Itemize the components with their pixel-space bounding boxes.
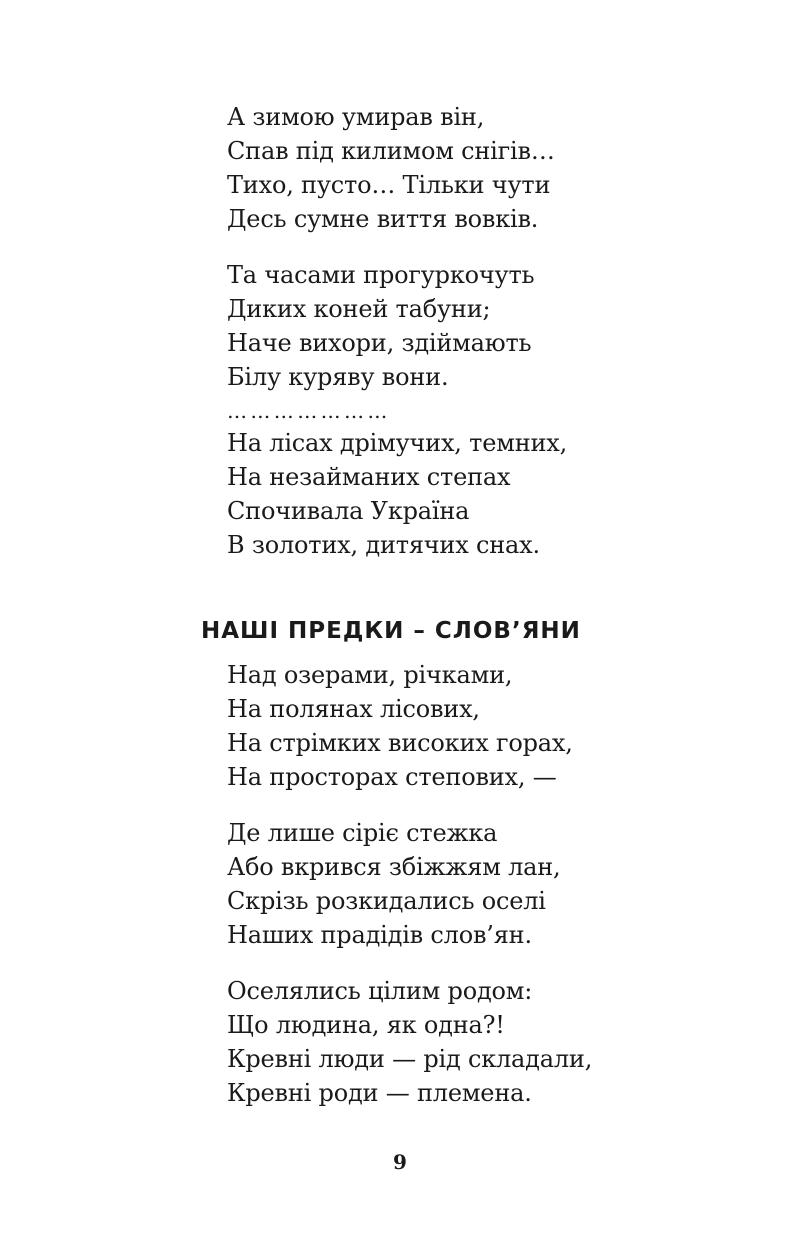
poem2-stanza-3 (227, 974, 592, 1110)
verse-line: На просторах степових, — (227, 763, 557, 791)
verse-line: На незайманих степах (227, 463, 511, 491)
verse-line: Кревні люди — рід складали, (227, 1045, 593, 1073)
page-number: 9 (393, 1150, 407, 1174)
verse-line: А зимою умирав він, (227, 103, 485, 131)
verse-line: На стрімких високих горах, (227, 729, 573, 757)
ellipsis-divider: ………………… (227, 399, 391, 423)
verse-line: Десь сумне виття вовків. (227, 205, 539, 233)
verse-line: В золотих, дитячих снах. (227, 531, 540, 559)
verse-line: Спочивала Україна (227, 497, 470, 525)
poem2-stanza-2 (227, 816, 561, 952)
verse-line: Над озерами, річками, (227, 661, 513, 689)
verse-line: Що людина, як одна?! (227, 1011, 505, 1039)
poem1-stanza-1 (227, 100, 555, 236)
verse-line: Білу куряву вони. (227, 363, 449, 391)
verse-line: Наче вихори, здіймають (227, 329, 532, 357)
poem1-stanza-2 (227, 258, 534, 428)
poem1-stanza-3 (227, 426, 567, 562)
verse-line: Тихо, пусто… Тільки чути (227, 171, 551, 199)
verse-line: Де лише сіріє стежка (227, 819, 498, 847)
verse-line: На полянах лісових, (227, 695, 480, 723)
verse-line: Або вкрився збіжжям лан, (227, 853, 561, 881)
poem2-stanza-1 (227, 658, 573, 794)
verse-line: Диких коней табуни; (227, 295, 491, 323)
verse-line: Спав під килимом снігів… (227, 137, 555, 165)
verse-line: Оселялись цілим родом: (227, 977, 533, 1005)
verse-line: Скрізь розкидались оселі (227, 887, 546, 915)
verse-line: На лісах дрімучих, темних, (227, 429, 568, 457)
verse-line: Наших прадідів слов’ян. (227, 921, 532, 949)
verse-line: Та часами прогуркочуть (227, 261, 535, 289)
poem-title: НАШІ ПРЕДКИ – СЛОВ’ЯНИ (201, 618, 581, 644)
verse-line: Кревні роди — племена. (227, 1079, 532, 1107)
